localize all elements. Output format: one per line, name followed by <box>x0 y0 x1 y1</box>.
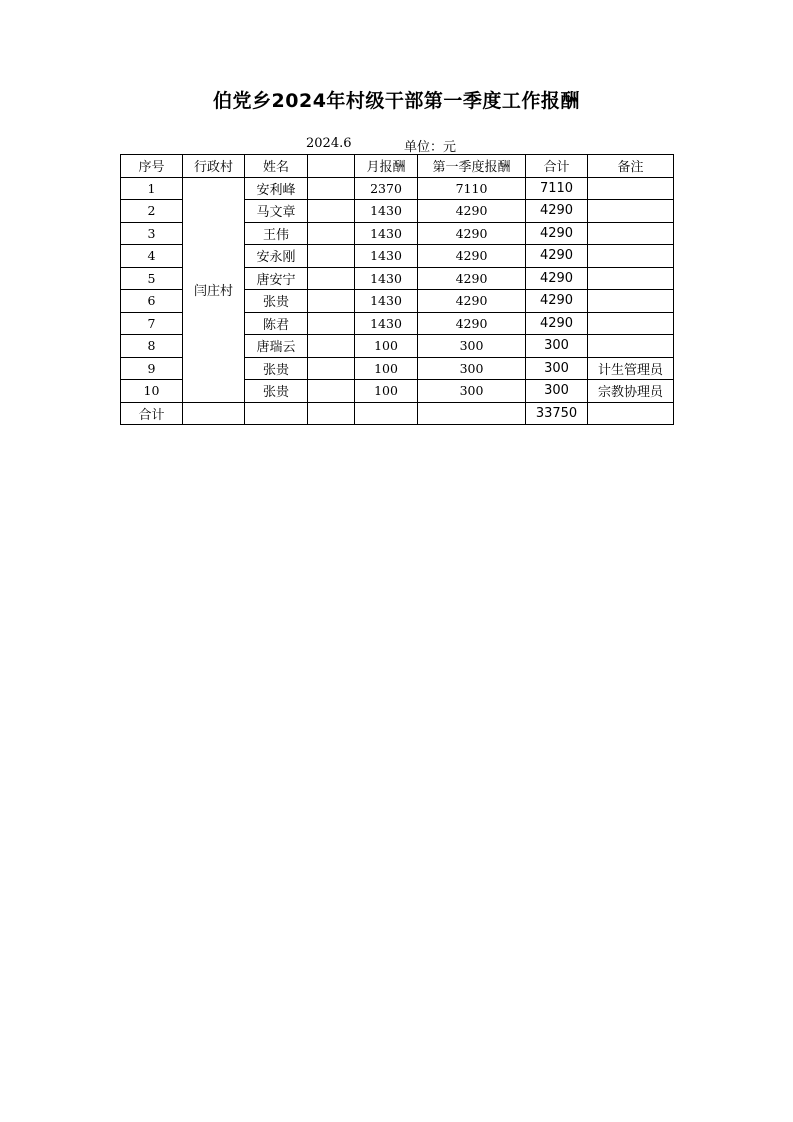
cell-blank <box>308 267 355 290</box>
cell-total: 4290 <box>526 267 588 290</box>
cell-name: 陈君 <box>245 312 308 335</box>
cell-monthly-pay: 100 <box>355 380 418 403</box>
header-name: 姓名 <box>245 155 308 178</box>
cell-remarks <box>588 177 674 200</box>
header-remarks: 备注 <box>588 155 674 178</box>
cell-q1-pay: 300 <box>418 380 526 403</box>
cell-total: 300 <box>526 380 588 403</box>
cell-remarks <box>588 222 674 245</box>
cell-blank <box>308 402 355 425</box>
cell-q1-pay: 300 <box>418 357 526 380</box>
cell-monthly-pay: 1430 <box>355 222 418 245</box>
currency-unit: 单位：元 <box>404 140 457 155</box>
cell-blank <box>308 312 355 335</box>
cell-total: 7110 <box>526 177 588 200</box>
cell-name: 唐安宁 <box>245 267 308 290</box>
cell-remarks <box>588 312 674 335</box>
cell-total: 4290 <box>526 312 588 335</box>
cell-name: 张贵 <box>245 357 308 380</box>
document-title: 伯党乡2024年村级干部第一季度工作报酬 <box>213 90 580 112</box>
header-total: 合计 <box>526 155 588 178</box>
cell-q1-pay: 7110 <box>418 177 526 200</box>
cell-name: 安永刚 <box>245 245 308 268</box>
cell-name: 王伟 <box>245 222 308 245</box>
cell-name: 张贵 <box>245 380 308 403</box>
cell-total: 4290 <box>526 245 588 268</box>
cell-index: 4 <box>121 245 183 268</box>
cell-blank <box>308 335 355 358</box>
cell-total: 4290 <box>526 290 588 313</box>
cell-index: 7 <box>121 312 183 335</box>
cell-index: 6 <box>121 290 183 313</box>
cell-blank <box>183 402 245 425</box>
cell-blank <box>308 245 355 268</box>
cell-monthly-pay: 100 <box>355 335 418 358</box>
cell-blank <box>308 357 355 380</box>
cell-remarks <box>588 267 674 290</box>
cell-monthly-pay: 100 <box>355 357 418 380</box>
cell-total: 4290 <box>526 222 588 245</box>
cell-remarks <box>588 335 674 358</box>
header-index: 序号 <box>121 155 183 178</box>
cell-total: 300 <box>526 335 588 358</box>
table-header-row <box>121 155 674 178</box>
cell-blank <box>355 402 418 425</box>
cell-remarks <box>588 245 674 268</box>
cell-monthly-pay: 1430 <box>355 312 418 335</box>
cell-remarks <box>588 200 674 223</box>
cell-monthly-pay: 1430 <box>355 267 418 290</box>
cell-total: 300 <box>526 357 588 380</box>
cell-blank <box>308 290 355 313</box>
cell-name: 安利峰 <box>245 177 308 200</box>
cell-name: 张贵 <box>245 290 308 313</box>
cell-q1-pay: 4290 <box>418 200 526 223</box>
cell-q1-pay: 4290 <box>418 245 526 268</box>
cell-blank <box>588 402 674 425</box>
cell-index: 1 <box>121 177 183 200</box>
cell-monthly-pay: 1430 <box>355 290 418 313</box>
cell-q1-pay: 4290 <box>418 312 526 335</box>
header-q1-pay: 第一季度报酬 <box>418 155 526 178</box>
cell-index: 10 <box>121 380 183 403</box>
cell-monthly-pay: 2370 <box>355 177 418 200</box>
cell-index: 9 <box>121 357 183 380</box>
cell-remarks: 计生管理员 <box>588 357 674 380</box>
cell-blank <box>418 402 526 425</box>
grand-total: 33750 <box>526 402 588 425</box>
table-row <box>121 177 674 200</box>
cell-index: 2 <box>121 200 183 223</box>
cell-blank <box>308 200 355 223</box>
document-date: 2024.6 <box>306 136 352 151</box>
cell-name: 唐瑞云 <box>245 335 308 358</box>
cell-index: 8 <box>121 335 183 358</box>
cell-monthly-pay: 1430 <box>355 245 418 268</box>
cell-q1-pay: 300 <box>418 335 526 358</box>
header-monthly-pay: 月报酬 <box>355 155 418 178</box>
cell-village: 闫庄村 <box>183 177 245 402</box>
cell-blank <box>308 177 355 200</box>
cell-monthly-pay: 1430 <box>355 200 418 223</box>
compensation-table <box>120 154 674 425</box>
cell-remarks <box>588 290 674 313</box>
cell-blank <box>245 402 308 425</box>
cell-q1-pay: 4290 <box>418 290 526 313</box>
cell-remarks: 宗教协理员 <box>588 380 674 403</box>
cell-total: 4290 <box>526 200 588 223</box>
table-total-row <box>121 402 674 425</box>
cell-q1-pay: 4290 <box>418 222 526 245</box>
cell-index: 5 <box>121 267 183 290</box>
cell-blank <box>308 222 355 245</box>
header-village: 行政村 <box>183 155 245 178</box>
cell-q1-pay: 4290 <box>418 267 526 290</box>
cell-index: 3 <box>121 222 183 245</box>
cell-name: 马文章 <box>245 200 308 223</box>
header-blank <box>308 155 355 178</box>
cell-blank <box>308 380 355 403</box>
total-label: 合计 <box>121 402 183 425</box>
